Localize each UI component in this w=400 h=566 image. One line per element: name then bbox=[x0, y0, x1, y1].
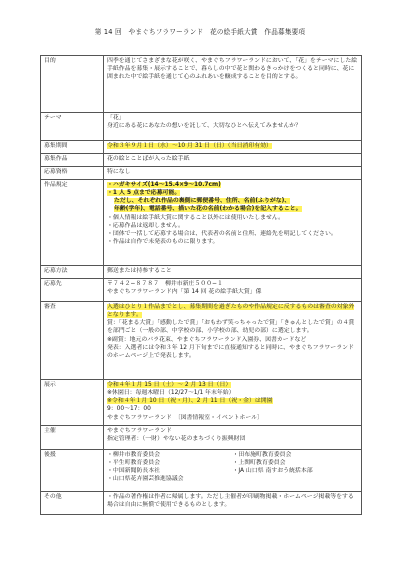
rules-backside-2: 年齢(学年)、電話番号、描いた花の名前(わかる場合)を記入すること。 bbox=[114, 206, 302, 213]
value-theme bbox=[104, 113, 362, 141]
support-item: ・柳井市教育委員会 bbox=[107, 451, 161, 458]
support-item: ・JA 山口県 南すおう統括本部 bbox=[232, 468, 313, 475]
support-item: ・平生町教育委員会 bbox=[107, 460, 161, 466]
theme-line-1: 「花」 bbox=[107, 114, 125, 121]
support-left bbox=[107, 451, 233, 484]
rules-limit: ・1 人 5 点まで応募可能。 bbox=[107, 190, 181, 196]
row-qualification bbox=[41, 167, 362, 180]
exhibit-dates: 令和４年１月 15 日（土）〜 2 月 13 日（日） bbox=[107, 381, 232, 388]
label-period: 募集期間 bbox=[41, 141, 104, 154]
qualification-text: 特になし bbox=[104, 167, 362, 180]
value-organizer bbox=[104, 426, 362, 450]
exhibit-hours: 9：00〜17：00 bbox=[107, 406, 151, 413]
label-purpose: 目的 bbox=[41, 56, 104, 113]
value-judging bbox=[104, 302, 362, 380]
work-text: 花の絵とことばが入った絵手紙 bbox=[104, 154, 362, 167]
rules-no-return: ・応募作品は返却しません。 bbox=[107, 222, 184, 229]
label-theme: テーマ bbox=[41, 113, 104, 141]
row-organizer bbox=[41, 426, 362, 450]
organizer-line-2: 指定管理者：（一財）やない花のまちづくり振興財団 bbox=[107, 436, 246, 442]
exhibit-open-days: ※令和４年１月 10 日（祝・月）、2 月 11 日（祝・金）は開園 bbox=[107, 398, 273, 405]
support-item: ・田布施町教育委員会 bbox=[232, 451, 292, 458]
requirements-table bbox=[40, 55, 362, 515]
rules-privacy: ・個人情報は絵手紙大賞に関すること以外には使用いたしません。 bbox=[107, 214, 285, 221]
label-qualification: 応募資格 bbox=[41, 167, 104, 180]
value-other bbox=[104, 492, 362, 515]
organizer-line-1: やまぐちフラワーランド bbox=[107, 427, 172, 434]
label-method: 応募方法 bbox=[41, 266, 104, 279]
label-exhibit: 展示 bbox=[41, 380, 104, 426]
row-work bbox=[41, 154, 362, 167]
document-title: 第 14 回 やまぐちフラワーランド 花の絵手紙大賞 作品募集要項 bbox=[94, 28, 306, 36]
method-text: 郵送または持参すること bbox=[104, 266, 362, 279]
address-line-2: やまぐちフラワーランド内「第 14 回 花の絵手紙大賞」係 bbox=[107, 289, 262, 295]
value-period bbox=[104, 141, 362, 154]
label-support: 後援 bbox=[41, 450, 104, 492]
row-support bbox=[41, 450, 362, 492]
rules-backside: ただし、それぞれ作品の裏側に郵便番号、住所、名前(ふりがな)、 bbox=[114, 198, 291, 205]
row-exhibit bbox=[41, 380, 362, 426]
row-theme bbox=[41, 113, 362, 141]
rules-original: ・作品は自作で未発表のものに限ります。 bbox=[107, 239, 219, 246]
value-exhibit bbox=[104, 380, 362, 426]
support-item: ・上関町教育委員会 bbox=[232, 460, 286, 466]
value-rules bbox=[104, 180, 362, 266]
judging-prizes: 賞：「花まる大賞」「感動したで賞」「おもわず笑っちゃったで賞」「きゅんとしたで賞」の４賞を部門ごと（一般の部、中学校の部、小学校の部、幼児の部）に選定します。 bbox=[107, 320, 355, 335]
purpose-text: 四季を通じてさまざまな花が咲く、やまぐちフラワーランドにおいて、「花」をテーマにした絵手紙作品を募集・展示することで、暮らしの中で花と関わるきっかけをつくると同時に、花に囲まれた中で絵手紙を通じて心のふれあいを醸成することを目的とする。 bbox=[107, 57, 358, 81]
judging-notice: 発表：入選者には令和３年 12 月下旬までに直接通知すると同時に、やまぐちフラワーランドのホームページ上で発表します。 bbox=[107, 344, 354, 360]
row-judging bbox=[41, 302, 362, 380]
support-item: ・中国新聞防長本社 bbox=[107, 468, 161, 475]
judging-extra: ※副賞：地元のバラ花束、やまぐちフラワーランド入園券、図書カードなど bbox=[107, 336, 307, 343]
value-support bbox=[104, 450, 362, 492]
support-right bbox=[233, 451, 359, 484]
theme-line-2: 身近にある花にあなたの想いを託して、大切なひとへ伝えてみませんか？ bbox=[107, 123, 302, 129]
row-purpose bbox=[41, 56, 362, 113]
label-organizer: 主催 bbox=[41, 426, 104, 450]
label-rules: 作品規定 bbox=[41, 180, 104, 266]
row-other bbox=[41, 492, 362, 515]
exhibit-venue: やまぐちフラワーランド 〔図書情報室・イベントホール〕 bbox=[107, 414, 263, 421]
address-line-1: 〒７４２−８７８７ 柳井市新庄５００−１ bbox=[107, 280, 223, 287]
period-text: 令和３年９月１日（水）〜10 月 31 日（日）（当日消印有効） bbox=[107, 142, 272, 149]
row-period bbox=[41, 141, 362, 154]
label-work: 募集作品 bbox=[41, 154, 104, 167]
row-rules bbox=[41, 180, 362, 266]
exhibit-closed: ※休園日：毎週木曜日（12/27〜1/1 年末年始） bbox=[107, 390, 235, 396]
label-judging: 審査 bbox=[41, 302, 104, 380]
value-purpose bbox=[104, 56, 362, 113]
label-other: その他 bbox=[41, 492, 104, 515]
support-item: ・山口県花卉園芸推進協議会 bbox=[107, 476, 184, 483]
judging-highlight: 入選はひとり１作品までとし、募集期間を過ぎたものや作品規定に反するものは審査の対象外となります。 bbox=[107, 303, 355, 318]
row-address bbox=[41, 279, 362, 302]
label-address: 応募先 bbox=[41, 279, 104, 302]
rules-group: ・団体で一括して応募する場合は、代表者の名前と住所、連絡先を明記してください。 bbox=[107, 231, 337, 238]
row-method bbox=[41, 266, 362, 279]
rules-size: ・ハガキサイズ(14〜15.4×9〜10.7cm) bbox=[107, 181, 221, 188]
value-address bbox=[104, 279, 362, 302]
other-copyright: ・作品の著作権は作者に帰属します。ただし主催者が印刷物掲載・ホームページ掲載等をする場合は自由に無償で使用できるものとします。 bbox=[107, 493, 354, 508]
